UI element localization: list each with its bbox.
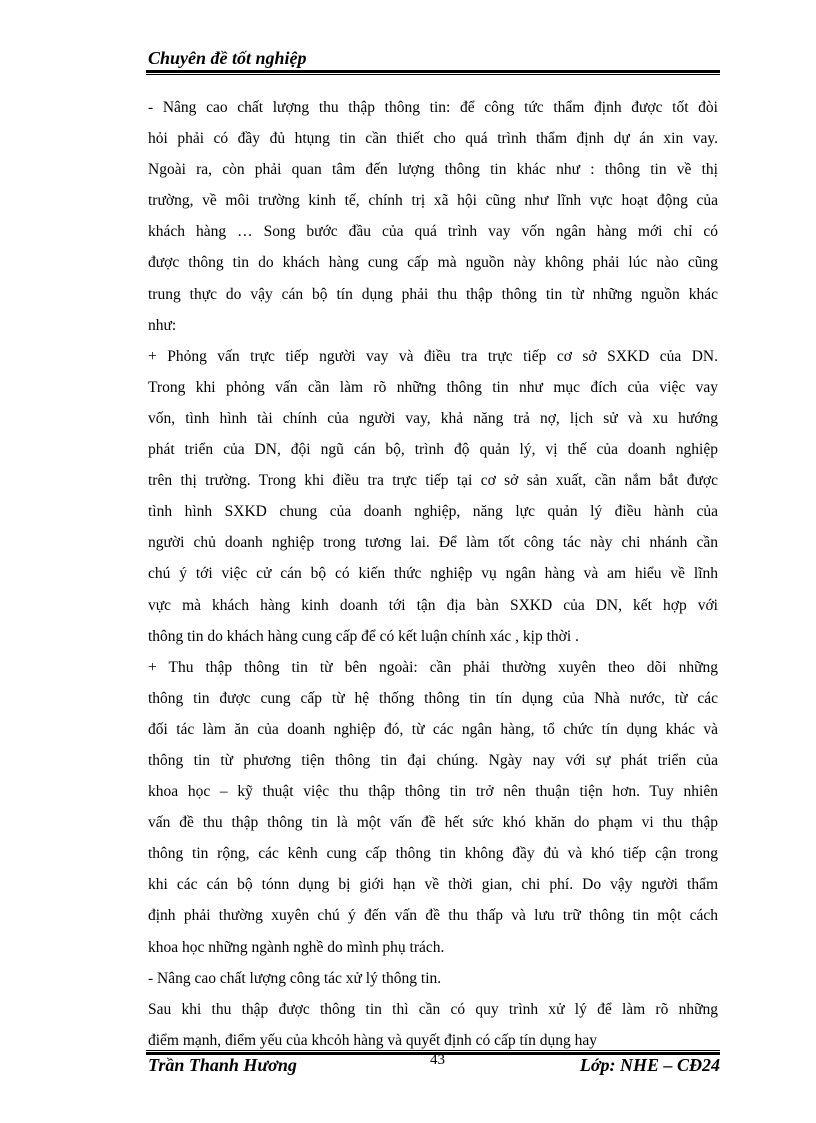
body-line: trường, về môi trường kinh tế, chính trị xã hội cũng như lĩnh vực hoạt động của bbox=[148, 192, 718, 210]
body-line: + Phỏng vấn trực tiếp người vay và điều tra trực tiếp cơ sở SXKD của DN. bbox=[148, 347, 718, 365]
body-line: tình hình SXKD chung của doanh nghiệp, năng lực quản lý điều hành của bbox=[148, 503, 718, 521]
footer-class: Lớp: NHE – CĐ24 bbox=[579, 1055, 720, 1075]
body-line: điểm mạnh, điểm yếu của khcỏh hàng và quyết định có cấp tín dụng hay bbox=[148, 1031, 597, 1049]
body-line: được thông tin do khách hàng cung cấp mà nguồn này không phải lúc nào cũng bbox=[148, 254, 718, 272]
body-line: phát triển của DN, đội ngũ cán bộ, trình độ quản lý, vị thế của doanh nghiệp bbox=[148, 441, 718, 459]
body-line: - Nâng cao chất lượng công tác xử lý thông tin. bbox=[148, 969, 442, 987]
body-line: vốn, tình hình tài chính của người vay, khả năng trả nợ, lịch sử và xu hướng bbox=[148, 409, 718, 427]
body-line: trung thực do vậy cán bộ tín dụng phải thu thập thông tin từ những nguồn khác bbox=[148, 285, 718, 303]
body-line: vực mà khách hàng kinh doanh tới tận địa bàn SXKD của DN, kết hợp với bbox=[148, 596, 718, 614]
body-line: khoa học – kỹ thuật việc thu thập thông tin trở nên thuận tiện hơn. Tuy nhiên bbox=[148, 783, 718, 801]
body-line: đối tác làm ăn của doanh nghiệp đó, từ các ngân hàng, tổ chức tín dụng khác và bbox=[148, 720, 718, 738]
body-line: Sau khi thu thập được thông tin thì cần có quy trình xử lý để làm rõ những bbox=[148, 1000, 718, 1018]
body-line: + Thu thập thông tin từ bên ngoài: cần phải thường xuyên theo dõi những bbox=[148, 658, 718, 676]
body-text bbox=[148, 92, 718, 1056]
body-line: thông tin được cung cấp từ hệ thống thông tin tín dụng của Nhà nước, từ các bbox=[148, 689, 718, 707]
body-line: thông tin do khách hàng cung cấp để có kết luận chính xác , kịp thời . bbox=[148, 627, 579, 645]
header-rule bbox=[146, 70, 720, 75]
body-line: Trong khi phỏng vấn cần làm rõ những thông tin như mục đích của việc vay bbox=[148, 378, 718, 396]
body-line: như: bbox=[148, 316, 177, 334]
header-title: Chuyên đề tốt nghiệp bbox=[148, 48, 307, 68]
body-line: người chủ doanh nghiệp trong tương lai. Để làm tốt công tác này chi nhánh cần bbox=[148, 534, 718, 552]
body-line: hỏi phải có đầy đủ htụng tin cần thiết cho quá trình thẩm định dự án xin vay. bbox=[148, 130, 718, 148]
body-line: Ngoài ra, còn phải quan tâm đến lượng thông tin khác như : thông tin về thị bbox=[148, 161, 718, 179]
body-line: khách hàng … Song bước đầu của quá trình vay vốn ngân hàng mới chỉ có bbox=[148, 223, 718, 241]
body-line: - Nâng cao chất lượng thu thập thông tin: để công tức thẩm định được tốt đòi bbox=[148, 99, 718, 116]
body-line: định phải thường xuyên chú ý đến vấn đề thu thấp và lưu trữ thông tin một cách bbox=[148, 907, 718, 925]
body-line: vấn đề thu thập thông tin là một vấn đề hết sức khó khăn do phạm vi thu thập bbox=[148, 814, 718, 832]
body-line: chú ý tới việc cử cán bộ có kiến thức nghiệp vụ ngân hàng và am hiểu về lĩnh bbox=[148, 565, 718, 583]
page-number: 43 bbox=[430, 1052, 445, 1068]
body-line: thông tin từ phương tiện thông tin đại chúng. Ngày nay với sự phát triển của bbox=[148, 751, 718, 769]
body-line: khi các cán bộ tónn dụng bị giới hạn về thời gian, chi phí. Do vậy người thẩm bbox=[148, 876, 718, 894]
footer-author: Trần Thanh Hương bbox=[148, 1055, 297, 1075]
body-line: trên thị trường. Trong khi điều tra trực tiếp tại cơ sở sản xuất, cần nắm bắt được bbox=[148, 472, 718, 490]
body-line: khoa học những ngành nghề do mình phụ trách. bbox=[148, 938, 445, 956]
body-line: thông tin rộng, các kênh cung cấp thông tin không đầy đủ và khó tiếp cận trong bbox=[148, 845, 718, 863]
